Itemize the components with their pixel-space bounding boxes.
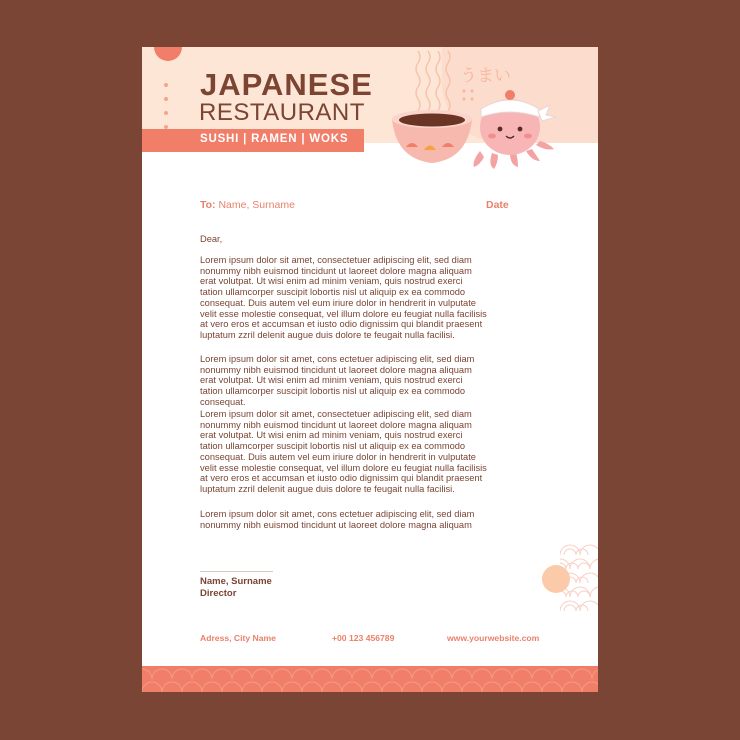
body-paragraph-4: Lorem ipsum dolor sit amet, cons ectetuer adipiscing elit, sed diam nonummy nibh euismod tincidunt ut laoreet dolore magna aliquam [200,509,475,530]
restaurant-title-line2: RESTAURANT [199,99,365,126]
signature-name: Name, Surname [200,576,272,587]
tagline-text: SUSHI | RAMEN | WOKS [200,133,349,145]
signature-line [200,571,273,572]
footer-band [142,666,598,692]
greeting: Dear, [200,234,223,244]
recipient-line [200,199,295,211]
footer-website[interactable]: www.yourwebsite.com [447,633,540,643]
letterhead-page [142,47,598,692]
decorative-dot-grid [463,90,474,101]
ramen-bowl-icon [392,110,472,163]
date-label: Date [486,199,509,211]
body-paragraph-1: Lorem ipsum dolor sit amet, consectetuer adipiscing elit, sed diam nonummy nibh euismod tincidunt ut laoreet dolore magna aliquam erat volutpat. Ut wisi enim ad minim veniam, quis nostrud exerci tation ullamcorper suscipit lobortis nisl ut aliquip ex ea commodo consequat. Duis autem vel eum iriure dolor in hendrerit in vulputate velit esse molestie consequat, vel illum dolore eu feugiat nulla facilisis at vero eros et accumsan et iusto odio dignissim qui blandit praesent luptatum zzril delenit augue duis dolore te feugait nulla facilisi. [200,255,487,340]
footer-phone: +00 123 456789 [332,633,395,643]
body-paragraph-3: Lorem ipsum dolor sit amet, consectetuer adipiscing elit, sed diam nonummy nibh euismod tincidunt ut laoreet dolore magna aliquam erat volutpat. Ut wisi enim ad minim veniam, quis nostrud exerci tation ullamcorper suscipit lobortis nisl ut aliquip ex ea commodo consequat. Duis autem vel eum iriure dolor in hendrerit in vulputate velit esse molestie consequat, vel illum dolore eu feugiat nulla facilisis at vero eros et accumsan et iusto odio dignissim qui blandit praesent luptatum zzril delenit augue duis dolore te feugait nulla facilisi. [200,409,487,494]
signature-title: Director [200,588,237,599]
octopus-mascot-icon [474,90,556,169]
recipient-name: Name, Surname [215,199,295,211]
footer-address: Adress, City Name [200,633,276,643]
decorative-circle-bottom [542,565,570,593]
japanese-text: うまい [460,66,511,86]
to-label: To: [200,199,216,211]
body-paragraph-2: Lorem ipsum dolor sit amet, cons ectetuer adipiscing elit, sed diam nonummy nibh euismod tincidunt ut laoreet dolore magna aliquam erat volutpat. Ut wisi enim ad minim veniam, quis nostrud exerci tation ullamcorper suscipit lobortis nisl ut aliquip ex ea commodo consequat. [200,354,475,407]
restaurant-title-line1: JAPANESE [200,67,373,102]
footer-wave-pattern-icon [142,666,598,692]
